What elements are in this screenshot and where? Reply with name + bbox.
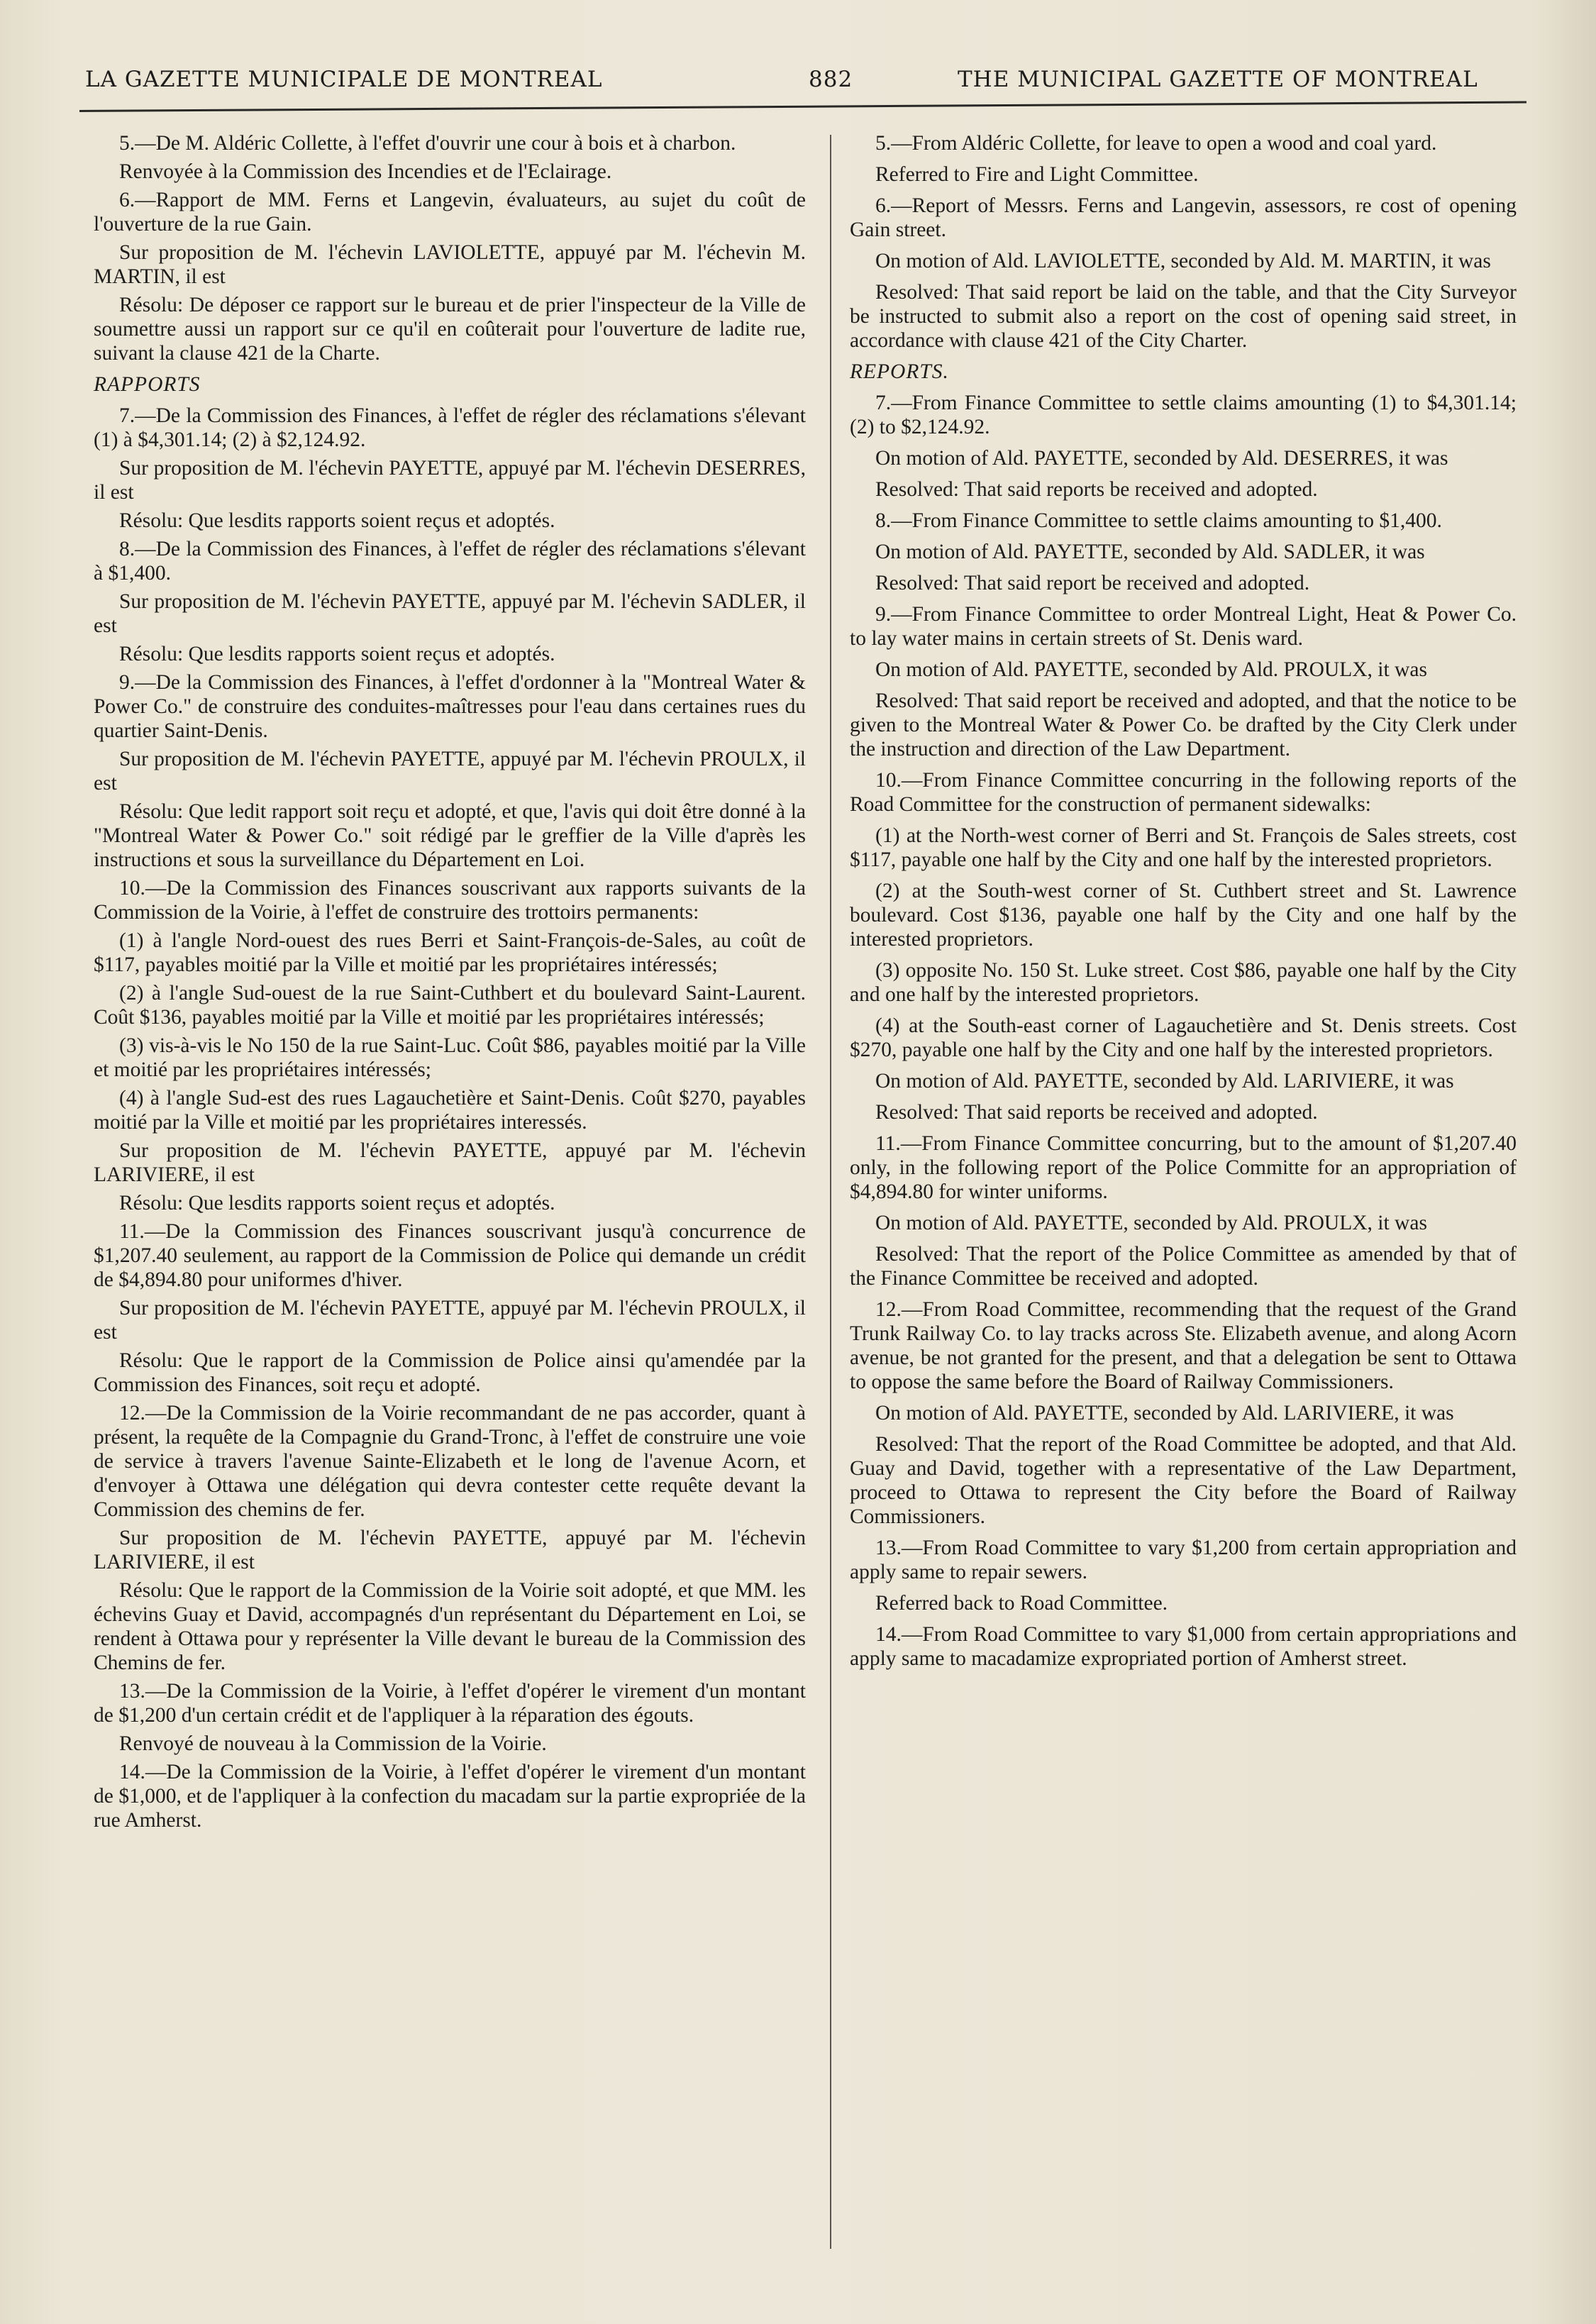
paragraph: Résolu: Que lesdits rapports soient reçus et adoptés. bbox=[119, 509, 555, 532]
paragraph: Sur proposition de M. l'échevin PAYETTE, appuyé par M. l'échevin PROULX, il est bbox=[94, 748, 806, 795]
paragraph: 7.—From Finance Committee to settle claims amounting (1) to $4,301.14; (2) to $2,124.92. bbox=[850, 392, 1517, 438]
paragraph: Referred back to Road Committee. bbox=[875, 1592, 1168, 1615]
paragraph: (2) à l'angle Sud-ouest de la rue Saint-Cuthbert et du boulevard Saint-Laurent. Coût $136, payables moitié par la Ville et moitié par les propriétaires intéressés; bbox=[94, 982, 806, 1029]
section-heading: RAPPORTS bbox=[94, 373, 201, 396]
paragraph: Sur proposition de M. l'échevin PAYETTE, appuyé par M. l'échevin LARIVIERE, il est bbox=[94, 1527, 806, 1573]
paragraph: 14.—De la Commission de la Voirie, à l'effet d'opérer le virement d'un montant de $1,000, et de l'appliquer à la confection du macadam sur la partie expropriée de la rue Amherst. bbox=[94, 1761, 806, 1832]
paragraph: Resolved: That said reports be received and adopted. bbox=[875, 1101, 1318, 1124]
paragraph: (2) at the South-west corner of St. Cuthbert street and St. Lawrence boulevard. Cost $136, payable one half by the City and one half by the interested proprietors. bbox=[850, 880, 1517, 951]
paragraph: On motion of Ald. LAVIOLETTE, seconded by Ald. M. MARTIN, it was bbox=[875, 250, 1491, 272]
paragraph: Résolu: Que le rapport de la Commission de Police ainsi qu'amendée par la Commission des Finances, soit reçu et adopté. bbox=[94, 1349, 806, 1396]
paragraph: Résolu: Que lesdits rapports soient reçus et adoptés. bbox=[119, 1192, 555, 1214]
section-heading: REPORTS. bbox=[850, 360, 949, 383]
paragraph: Résolu: Que lesdits rapports soient reçus et adoptés. bbox=[119, 643, 555, 665]
paragraph: 8.—De la Commission des Finances, à l'effet de régler des réclamations s'élevant à $1,400. bbox=[94, 538, 806, 585]
paragraph: Resolved: That the report of the Road Committee be adopted, and that Ald. Guay and David, together with a representative of the Law Department, proceed to Ottawa to represent the City before the Board of Railway Commissioners. bbox=[850, 1433, 1517, 1528]
paragraph: Resolved: That said report be received and adopted. bbox=[875, 572, 1310, 594]
paragraph: 8.—From Finance Committee to settle claims amounting to $1,400. bbox=[875, 509, 1442, 532]
paragraph: 9.—From Finance Committee to order Montreal Light, Heat & Power Co. to lay water mains in certain streets of St. Denis ward. bbox=[850, 603, 1517, 650]
paragraph: Résolu: Que le rapport de la Commission de la Voirie soit adopté, et que MM. les échevins Guay et David, accompagnés d'un représentant du Département en Loi, se rendent à Ottawa pour y représenter la Ville devant le bureau de la Commission des Chemins de fer. bbox=[94, 1579, 806, 1674]
paragraph: 13.—From Road Committee to vary $1,200 from certain appropriation and apply same to repair sewers. bbox=[850, 1537, 1517, 1583]
paragraph: (1) at the North-west corner of Berri and St. François de Sales streets, cost $117, payable one half by the City and one half by the interested proprietors. bbox=[850, 824, 1517, 871]
paragraph: 10.—From Finance Committee concurring in the following reports of the Road Committee for the construction of permanent sidewalks: bbox=[850, 769, 1517, 816]
paragraph: 5.—De M. Aldéric Collette, à l'effet d'ouvrir une cour à bois et à charbon. bbox=[119, 132, 736, 155]
paragraph: Renvoyée à la Commission des Incendies et de l'Eclairage. bbox=[119, 160, 612, 183]
page-number: 882 bbox=[809, 67, 853, 92]
paragraph: Sur proposition de M. l'échevin PAYETTE, appuyé par M. l'échevin PROULX, il est bbox=[94, 1297, 806, 1344]
paragraph: 12.—From Road Committee, recommending that the request of the Grand Trunk Railway Co. to lay tracks across Ste. Elizabeth avenue, and along Acorn avenue, be not granted for the present, and that a delegation be sent to Ottawa to oppose the same before the Board of Railway Commissioners. bbox=[850, 1298, 1517, 1393]
paragraph: 5.—From Aldéric Collette, for leave to open a wood and coal yard. bbox=[875, 132, 1437, 155]
paragraph: Résolu: De déposer ce rapport sur le bureau et de prier l'inspecteur de la Ville de soumettre aussi un rapport sur ce qu'il en coûterait pour l'ouverture de ladite rue, suivant la clause 421 de la Charte. bbox=[94, 294, 806, 365]
paragraph: Resolved: That said reports be received and adopted. bbox=[875, 478, 1318, 501]
paragraph: Sur proposition de M. l'échevin LAVIOLETTE, appuyé par M. l'échevin M. MARTIN, il est bbox=[94, 241, 806, 288]
paragraph: On motion of Ald. PAYETTE, seconded by Ald. PROULX, it was bbox=[875, 1212, 1427, 1234]
paragraph: 13.—De la Commission de la Voirie, à l'effet d'opérer le virement d'un montant de $1,200 d'un certain crédit et de l'appliquer à la réparation des égouts. bbox=[94, 1680, 806, 1727]
french-column bbox=[94, 131, 806, 1837]
paragraph: Sur proposition de M. l'échevin PAYETTE, appuyé par M. l'échevin DESERRES, il est bbox=[94, 457, 806, 504]
paragraph: Referred to Fire and Light Committee. bbox=[875, 163, 1199, 186]
paragraph: On motion of Ald. PAYETTE, seconded by Ald. LARIVIERE, it was bbox=[875, 1402, 1454, 1424]
paragraph: 6.—Report of Messrs. Ferns and Langevin, assessors, re cost of opening Gain street. bbox=[850, 194, 1517, 241]
column-divider bbox=[830, 135, 831, 2249]
paragraph: (4) at the South-east corner of Lagauchetière and St. Denis streets. Cost $270, payable one half by the City and one half by the interested proprietors. bbox=[850, 1014, 1517, 1061]
paragraph: 11.—De la Commission des Finances souscrivant jusqu'à concurrence de $1,207.40 seulement, au rapport de la Commission de Police qui demande un crédit de $4,894.80 pour uniformes d'hiver. bbox=[94, 1220, 806, 1291]
paragraph: Sur proposition de M. l'échevin PAYETTE, appuyé par M. l'échevin LARIVIERE, il est bbox=[94, 1139, 806, 1186]
paragraph: Résolu: Que ledit rapport soit reçu et adopté, et que, l'avis qui doit être donné à la "Montreal Water & Power Co." soit rédigé par le greffier de la Ville d'après les instructions et sous la surveillance du Département en Loi. bbox=[94, 800, 806, 871]
paragraph: On motion of Ald. PAYETTE, seconded by Ald. SADLER, it was bbox=[875, 541, 1425, 563]
paragraph: (1) à l'angle Nord-ouest des rues Berri et Saint-François-de-Sales, au coût de $117, payables moitié par la Ville et moitié par les propriétaires intéressés; bbox=[94, 929, 806, 976]
paragraph: Resolved: That the report of the Police Committee as amended by that of the Finance Committee be received and adopted. bbox=[850, 1243, 1517, 1290]
header-right-title: THE MUNICIPAL GAZETTE OF MONTREAL bbox=[958, 67, 1478, 92]
paragraph: Resolved: That said report be received and adopted, and that the notice to be given to the Montreal Water & Power Co. be drafted by the City Clerk under the instruction and direction of the Law Department. bbox=[850, 690, 1517, 760]
header-left-title: LA GAZETTE MUNICIPALE DE MONTREAL bbox=[85, 67, 603, 92]
paragraph: 12.—De la Commission de la Voirie recommandant de ne pas accorder, quant à présent, la requête de la Compagnie du Grand-Tronc, à l'effet de construire une voie de service à travers l'avenue Sainte-Elizabeth et le long de l'avenue Acorn, et d'envoyer à Ottawa une délégation qui devra contester cette requête devant la Commission des chemins de fer. bbox=[94, 1402, 806, 1521]
paragraph: (4) à l'angle Sud-est des rues Lagauchetière et Saint-Denis. Coût $270, payables moitié par la Ville et moitié par les propriétaires interessés. bbox=[94, 1087, 806, 1134]
paragraph: Resolved: That said report be laid on the table, and that the City Surveyor be instructed to submit also a report on the cost of opening said street, in accordance with clause 421 of the City Charter. bbox=[850, 281, 1517, 352]
paragraph: 10.—De la Commission des Finances souscrivant aux rapports suivants de la Commission de la Voirie, à l'effet de construire des trottoirs permanents: bbox=[94, 877, 806, 924]
page-header bbox=[85, 61, 1525, 104]
paragraph: Sur proposition de M. l'échevin PAYETTE, appuyé par M. l'échevin SADLER, il est bbox=[94, 590, 806, 637]
paragraph: 11.—From Finance Committee concurring, but to the amount of $1,207.40 only, in the following report of the Police Committe for an appropriation of $4,894.80 for winter uniforms. bbox=[850, 1132, 1517, 1203]
paragraph: 6.—Rapport de MM. Ferns et Langevin, évaluateurs, au sujet du coût de l'ouverture de la rue Gain. bbox=[94, 189, 806, 236]
paragraph: (3) vis-à-vis le No 150 de la rue Saint-Luc. Coût $86, payables moitié par la Ville et moitié par les propriétaires intéressés; bbox=[94, 1034, 806, 1081]
paragraph: On motion of Ald. PAYETTE, seconded by Ald. DESERRES, it was bbox=[875, 447, 1448, 470]
paragraph: On motion of Ald. PAYETTE, seconded by Ald. PROULX, it was bbox=[875, 658, 1427, 681]
paragraph: 9.—De la Commission des Finances, à l'effet d'ordonner à la "Montreal Water & Power Co." de construire des conduites-maîtresses pour l'eau dans certaines rues du quartier Saint-Denis. bbox=[94, 671, 806, 742]
english-column bbox=[850, 131, 1517, 1678]
paragraph: 7.—De la Commission des Finances, à l'effet de régler des réclamations s'élevant (1) à $4,301.14; (2) à $2,124.92. bbox=[94, 404, 806, 451]
paragraph: 14.—From Road Committee to vary $1,000 from certain appropriations and apply same to macadamize expropriated portion of Amherst street. bbox=[850, 1623, 1517, 1670]
paragraph: (3) opposite No. 150 St. Luke street. Cost $86, payable one half by the City and one half by the interested proprietors. bbox=[850, 959, 1517, 1006]
paragraph: Renvoyé de nouveau à la Commission de la Voirie. bbox=[119, 1732, 547, 1755]
paragraph: On motion of Ald. PAYETTE, seconded by Ald. LARIVIERE, it was bbox=[875, 1070, 1454, 1092]
